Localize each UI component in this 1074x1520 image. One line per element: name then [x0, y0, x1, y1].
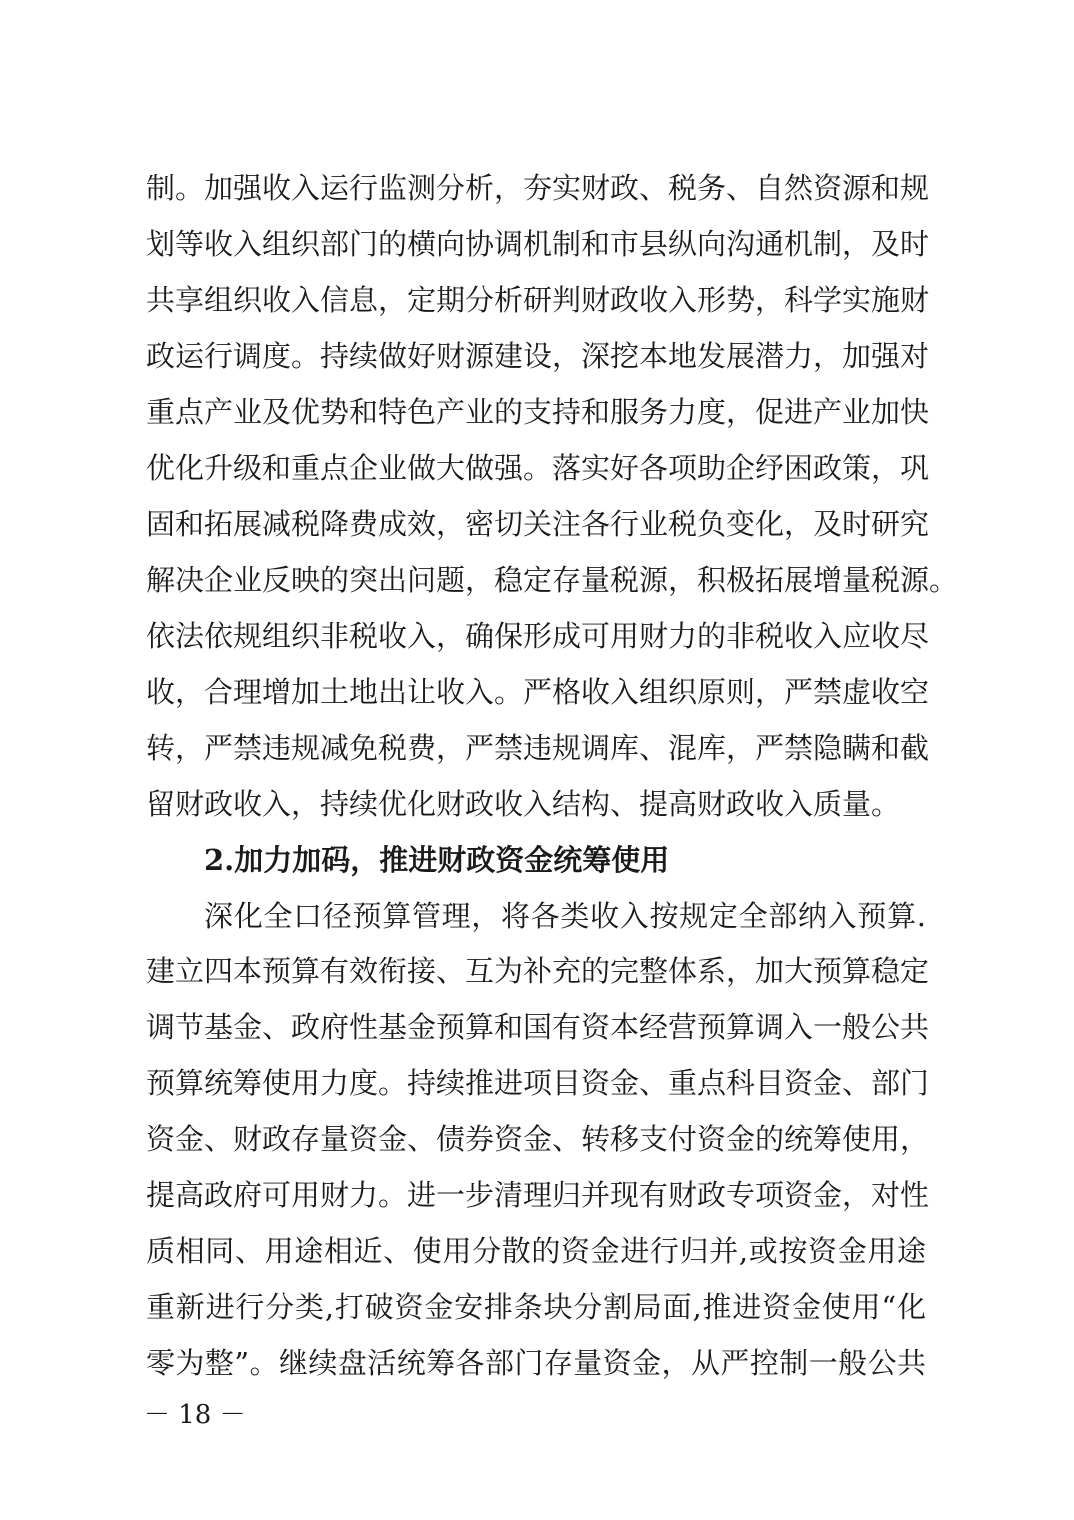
paragraph-line: 提高政府可用财力。进一步清理归并现有财政专项资金，对性 — [146, 1178, 930, 1212]
paragraph-line: 收，合理增加土地出让收入。严格收入组织原则，严禁虚收空 — [146, 675, 930, 709]
paragraph-line: 依法依规组织非税收入，确保形成可用财力的非税收入应收尽 — [146, 619, 930, 653]
paragraph-line: 质相同、用途相近、使用分散的资金进行归并,或按资金用途 — [146, 1234, 926, 1268]
paragraph-line: 固和拓展减税降费成效，密切关注各行业税负变化，及时研究 — [146, 507, 930, 541]
paragraph-line: 调节基金、政府性基金预算和国有资本经营预算调入一般公共 — [146, 1010, 930, 1044]
section-heading: 2.加力加码，推进财政资金统筹使用 — [204, 843, 670, 877]
page-number: － 18 － — [144, 1400, 246, 1430]
paragraph-line: 深化全口径预算管理，将各类收入按规定全部纳入预算. — [204, 899, 926, 933]
paragraph-line: 划等收入组织部门的横向协调机制和市县纵向沟通机制，及时 — [146, 227, 930, 261]
paragraph-line: 共享组织收入信息，定期分析研判财政收入形势，科学实施财 — [146, 283, 930, 317]
paragraph-line: 转，严禁违规减免税费，严禁违规调库、混库，严禁隐瞒和截 — [146, 731, 930, 765]
paragraph-line: 零为整”。继续盘活统筹各部门存量资金，从严控制一般公共 — [146, 1346, 926, 1380]
paragraph-line: 重新进行分类,打破资金安排条块分割局面,推进资金使用“化 — [146, 1290, 926, 1324]
paragraph-line: 重点产业及优势和特色产业的支持和服务力度，促进产业加快 — [146, 395, 930, 429]
paragraph-line: 预算统筹使用力度。持续推进项目资金、重点科目资金、部门 — [146, 1066, 930, 1100]
paragraph-line: 建立四本预算有效衔接、互为补充的完整体系，加大预算稳定 — [146, 954, 930, 988]
paragraph-line: 优化升级和重点企业做大做强。落实好各项助企纾困政策，巩 — [146, 451, 930, 485]
paragraph-line: 解决企业反映的突出问题，稳定存量税源，积极拓展增量税源。 — [146, 563, 959, 597]
paragraph-line: 政运行调度。持续做好财源建设，深挖本地发展潜力，加强对 — [146, 339, 930, 373]
paragraph-line: 制。加强收入运行监测分析，夯实财政、税务、自然资源和规 — [146, 171, 930, 205]
paragraph-line: 资金、财政存量资金、债券资金、转移支付资金的统筹使用， — [146, 1122, 930, 1156]
paragraph-line: 留财政收入，持续优化财政收入结构、提高财政收入质量。 — [146, 787, 901, 821]
